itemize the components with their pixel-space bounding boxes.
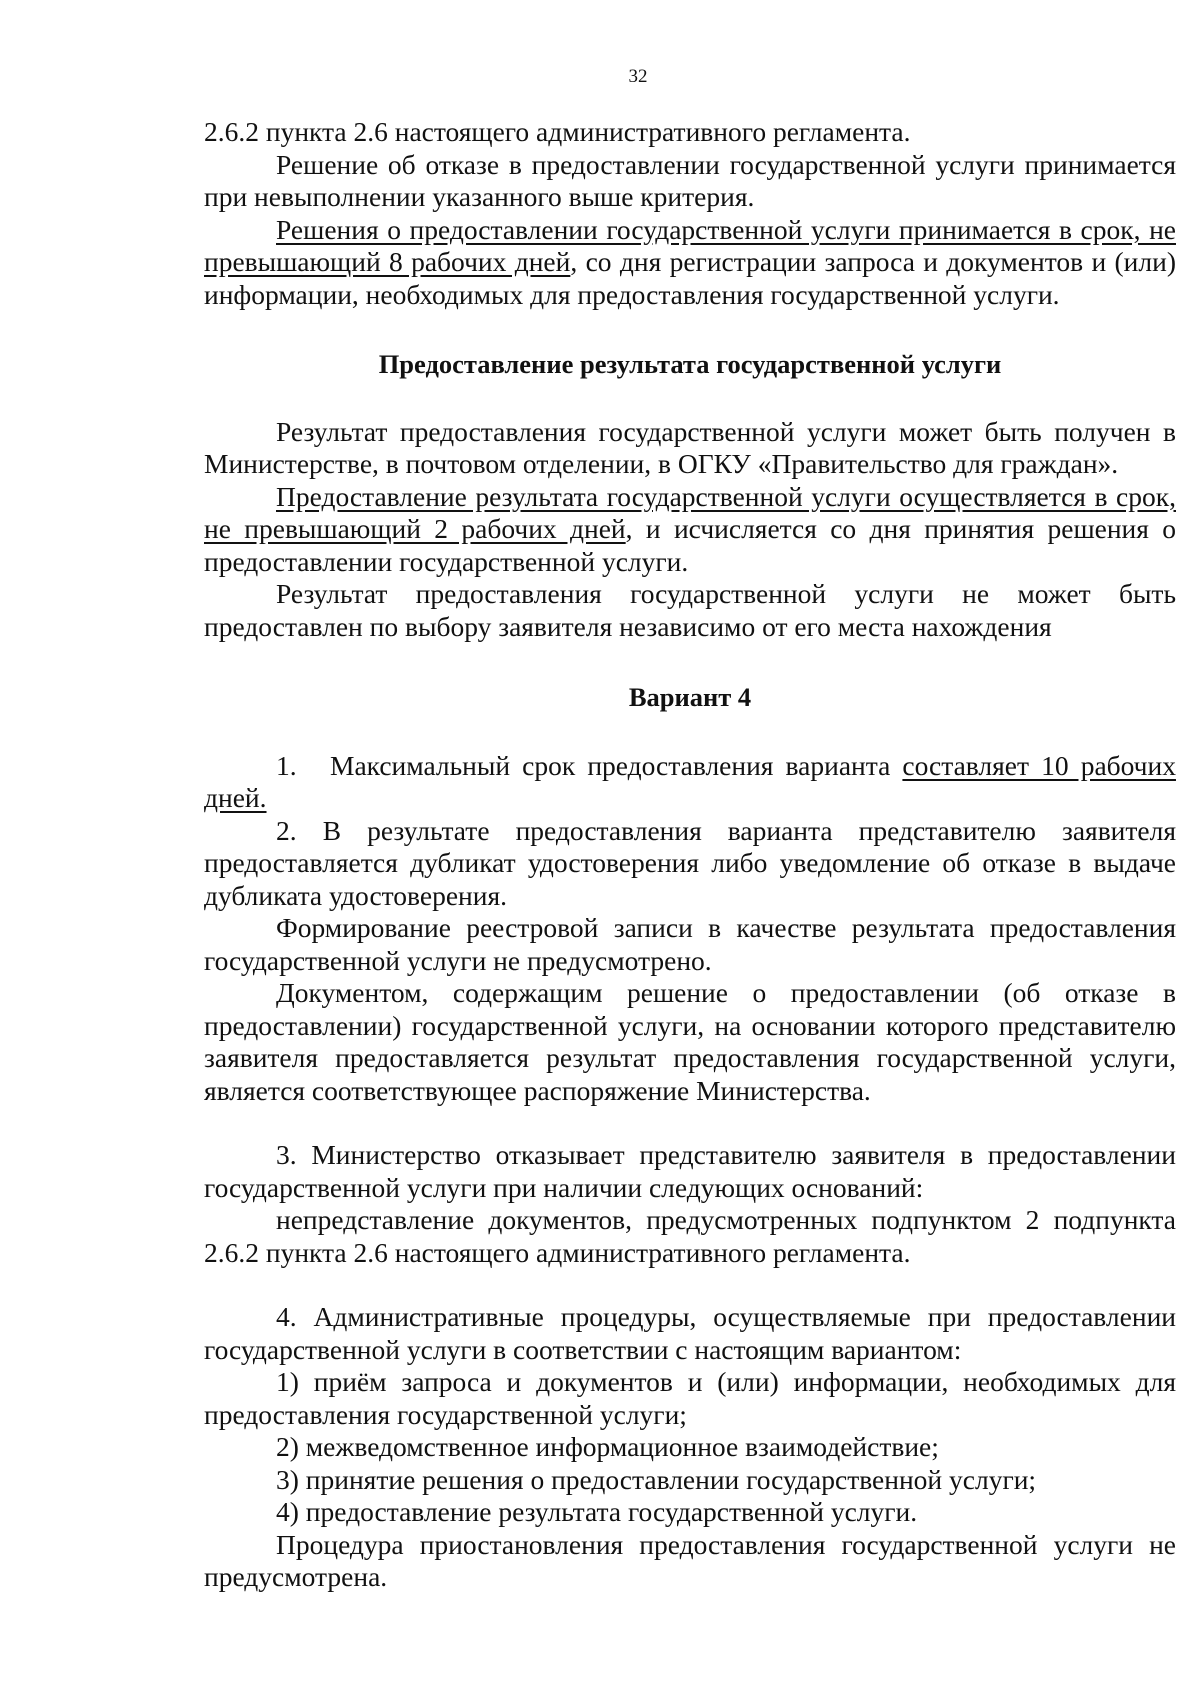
list-item: 4) предоставление результата государственной услуги. <box>276 1496 918 1527</box>
list-item: 3) принятие решения о предоставлении государственной услуги; <box>276 1463 1037 1495</box>
paragraph: Формирование реестровой записи в качестве результата предоставления государственной услуги не предусмотрено. <box>204 912 1176 976</box>
numbered-paragraph: 2. В результате предоставления варианта представителю заявителя предоставляется дубликат удостоверения либо уведомление об отказе в выдаче дубликата удостоверения. <box>204 814 1176 911</box>
paragraph: Результат предоставления государственной услуги может быть получен в Министерстве, в почтовом отделении, в ОГКУ «Правительство для граждан». <box>204 415 1176 479</box>
paragraph: Процедура приостановления предоставления государственной услуги не предусмотрена. <box>204 1528 1176 1592</box>
numbered-paragraph: 4. Административные процедуры, осуществляемые при предоставлении государственной услуги в соответствии с настоящим вариантом: <box>204 1301 1176 1365</box>
paragraph-text: , со дня регистрации запроса и документов и (или) информации, необходимых для предоставления государственной услуги. <box>204 246 1176 310</box>
paragraph: 2.6.2 пункта 2.6 настоящего административного регламента. <box>204 116 911 147</box>
paragraph: Решение об отказе в предоставлении государственной услуги принимается при невыполнении указанного выше критерия. <box>204 148 1176 212</box>
paragraph-text: Максимальный срок предоставления варианта <box>330 749 903 781</box>
paragraph-text: , и исчисляется со дня принятия решения о предоставлении государственной услуги. <box>204 513 1177 577</box>
spacer <box>204 1107 1176 1139</box>
numbered-paragraph <box>204 750 1176 815</box>
numbered-paragraph: 3. Министерство отказывает представителю заявителя в предоставлении государственной услуги при наличии следующих оснований: <box>204 1139 1176 1203</box>
paragraph: Документом, содержащим решение о предоставлении (об отказе в предоставлении) государственной услуги, на основании которого представителю заявителя предоставляется результат предоставления государственной услуги, является соответствующее распоряжение Министерства. <box>204 977 1176 1106</box>
spacer <box>204 1269 1176 1301</box>
section-heading: Предоставление результата государственной услуги <box>378 349 1002 379</box>
paragraph: непредставление документов, предусмотренных подпунктом 2 подпункта 2.6.2 пункта 2.6 настоящего административного регламента. <box>204 1204 1176 1268</box>
underlined-text: Предоставление результата государственной услуги осуществляется в срок, не превышающий 2 рабочих дней <box>204 480 1176 544</box>
list-item: 2) межведомственное информационное взаимодействие; <box>276 1431 939 1462</box>
underlined-text: Решения о предоставлении государственной услуги принимается в срок, не превышающий 8 рабочих дней <box>204 213 1176 277</box>
paragraph <box>204 481 1176 579</box>
paragraph <box>204 214 1176 312</box>
section-heading: Вариант 4 <box>628 682 752 712</box>
paragraph: Результат предоставления государственной услуги не может быть предоставлен по выбору заявителя независимо от его места нахождения <box>204 578 1176 642</box>
list-number: 1. <box>276 749 297 781</box>
page-number: 32 <box>628 66 648 87</box>
list-item: 1) приём запроса и документов и (или) информации, необходимых для предоставления государственной услуги; <box>204 1366 1176 1430</box>
underlined-text: составляет 10 рабочих дней. <box>204 749 1176 813</box>
document-body <box>204 116 1176 1594</box>
